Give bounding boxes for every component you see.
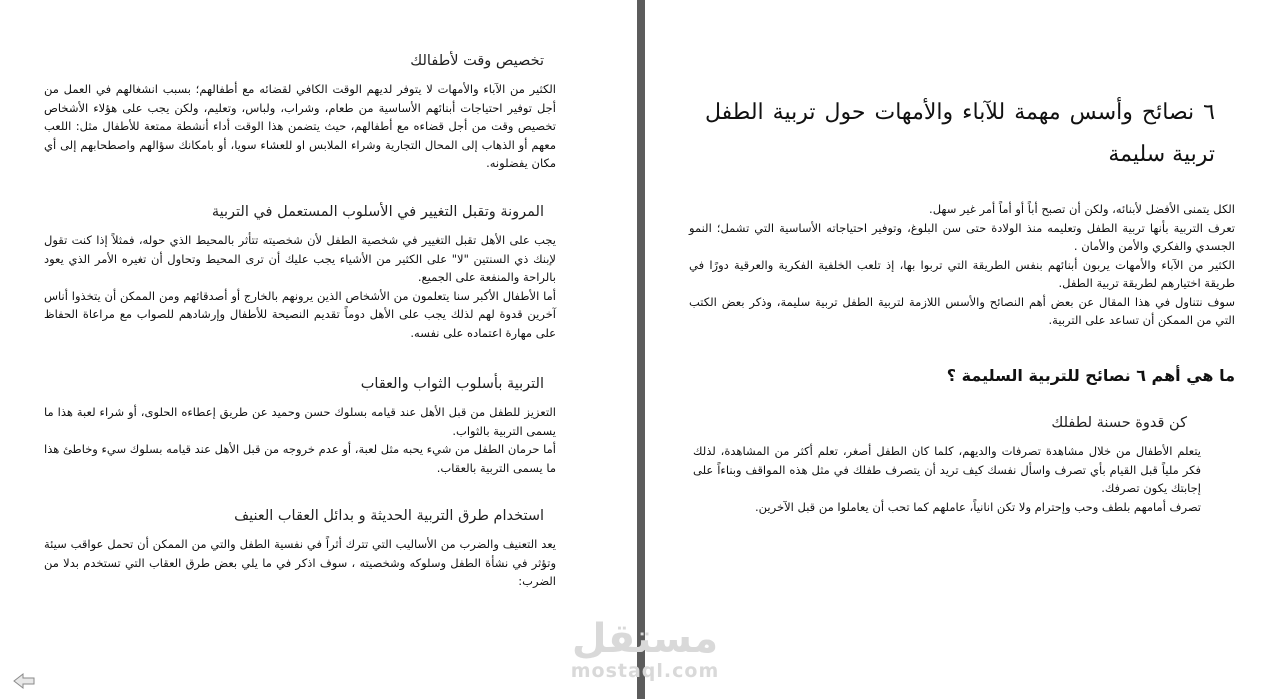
document-title-block	[705, 92, 1215, 176]
back-arrow-icon[interactable]	[13, 672, 35, 690]
left-page	[0, 0, 637, 699]
section-modern-methods	[44, 505, 556, 591]
question-heading-block	[689, 365, 1235, 387]
section-paragraph: يجب على الأهل تقبل التغيير في شخصية الطفل لأن شخصيته تتأثر بالمحيط الذي حوله، فمثلاً إذا كنت تقول لإبنك ذي السنتين "لا" على الكثير من الأشياء يجب عليك أن ترى المحيط وتحاول أن تغيره الأمر الذي يعود بالراحة والمنفعة على الجميع.	[44, 233, 556, 284]
section-role-model	[693, 412, 1201, 516]
section-paragraph: التعزيز للطفل من قبل الأهل عند قيامه بسلوك حسن وحميد عن طريق إعطاءه الحلوى، أو شراء لعبة هذا ما يسمى التربية بالثواب.	[44, 405, 556, 438]
watermark-latin: mostaql.com	[570, 660, 720, 682]
document-title: ٦ نصائح وأسس مهمة للآباء والأمهات حول تربية الطفل تربية سليمة	[705, 100, 1215, 167]
section-heading: كن قدوة حسنة لطفلك	[1051, 415, 1187, 431]
section-reward-punishment	[44, 373, 556, 477]
section-heading: التربية بأسلوب الثواب والعقاب	[360, 376, 544, 392]
intro-paragraph: تعرف التربية بأنها تربية الطفل وتعليمه منذ الولادة حتى سن البلوغ، وتوفير احتياجاته الأساسية التي تشمل؛ النمو الجسدي والفكري والأمن والأمان .	[689, 220, 1235, 253]
intro-block	[689, 200, 1235, 330]
section-paragraph: أما الأطفال الأكبر سنا يتعلمون من الأشخاص الذين يرونهم بالخارج أو أصدقائهم ومن الممكن أن يتخذوا أناس آخرين قدوة لهم لذلك يجب على الأهل دوماً تقديم النصيحة للأطفال وإرشادهم للصواب مع مراعاة الحفاظ على مهارة اعتماده على نفسه.	[44, 288, 556, 340]
intro-paragraph: الكل يتمنى الأفضل لأبنائه، ولكن أن تصبح أباً أو أماً أمر غير سهل.	[929, 202, 1235, 216]
section-paragraph: أما حرمان الطفل من شيء يحبه مثل لعبة، أو عدم خروجه من قبل الأهل عند قيامه بسلوك سيء وخاطئ هذا ما يسمى التربية بالعقاب.	[44, 442, 556, 475]
intro-paragraph: الكثير من الآباء والأمهات يربون أبنائهم بنفس الطريقة التي تربوا بها، إذ تلعب الخلفية الفكرية والعرقية دورًا في طريقة اختيارهم لطريقة تربية الطفل.	[689, 257, 1235, 290]
section-time-for-children	[44, 50, 556, 173]
section-paragraph: الكثير من الآباء والأمهات لا يتوفر لديهم الوقت الكافي لقضائه مع أطفالهم؛ بسبب انشغالهم في العمل من أجل توفير احتياجات أبنائهم الأساسية من طعام، وشراب، ولباس، وتعليم، ولكن يجب على هؤلاء الأشخاص تخصيص وقت من أجل قضاءه مع أطفالهم، حيث يتضمن هذا الوقت أداء أنشطة ممتعة للأطفال مثل: اللعب معهم أو الذهاب إلى المحال التجارية وشراء الملابس او للعشاء سويا، أو بامكانك سؤالهم واصطحابهم إلى أي مكان يفضلونه.	[44, 82, 556, 170]
right-page	[645, 0, 1283, 699]
intro-paragraph: سوف نتناول في هذا المقال عن بعض أهم النصائح والأسس اللازمة لتربية الطفل تربية سليمة، وذكر بعض الكتب التي من الممكن أن تساعد على التربية.	[689, 294, 1235, 327]
page-separator	[637, 0, 645, 699]
section-paragraph: تصرف أمامهم بلطف وحب وإحترام ولا تكن انانياً، عاملهم كما تحب أن يعاملوا من قبل الآخرين.	[755, 499, 1201, 514]
section-heading: استخدام طرق التربية الحديثة و بدائل العقاب العنيف	[234, 508, 544, 524]
section-paragraph: يعد التعنيف والضرب من الأساليب التي تترك أثراً في نفسية الطفل والتي من الممكن أن تحمل عواقب سيئة وتؤثر في نشأة الطفل وسلوكه وشخصيته ، سوف اذكر في ما يلي بعض طرق العقاب التي تستخدم بدلا من الضرب:	[44, 537, 556, 588]
section-heading: المرونة وتقبل التغيير في الأسلوب المستعمل في التربية	[211, 204, 544, 220]
question-heading: ما هي أهم ٦ نصائح للتربية السليمة ؟	[946, 366, 1235, 385]
section-flexibility	[44, 201, 556, 342]
watermark-arabic: مستقل	[571, 616, 719, 662]
section-paragraph: يتعلم الأطفال من خلال مشاهدة تصرفات والديهم، كلما كان الطفل أصغر، تعلم أكثر من المشاهدة، لذلك فكر ملياً قبل القيام بأي تصرف واسأل نفسك كيف تريد أن يتصرف طفلك في مثل هذه المواقف وبناءاً على إجابتك يكون تصرفك.	[693, 444, 1201, 495]
section-heading: تخصيص وقت لأطفالك	[410, 53, 544, 69]
